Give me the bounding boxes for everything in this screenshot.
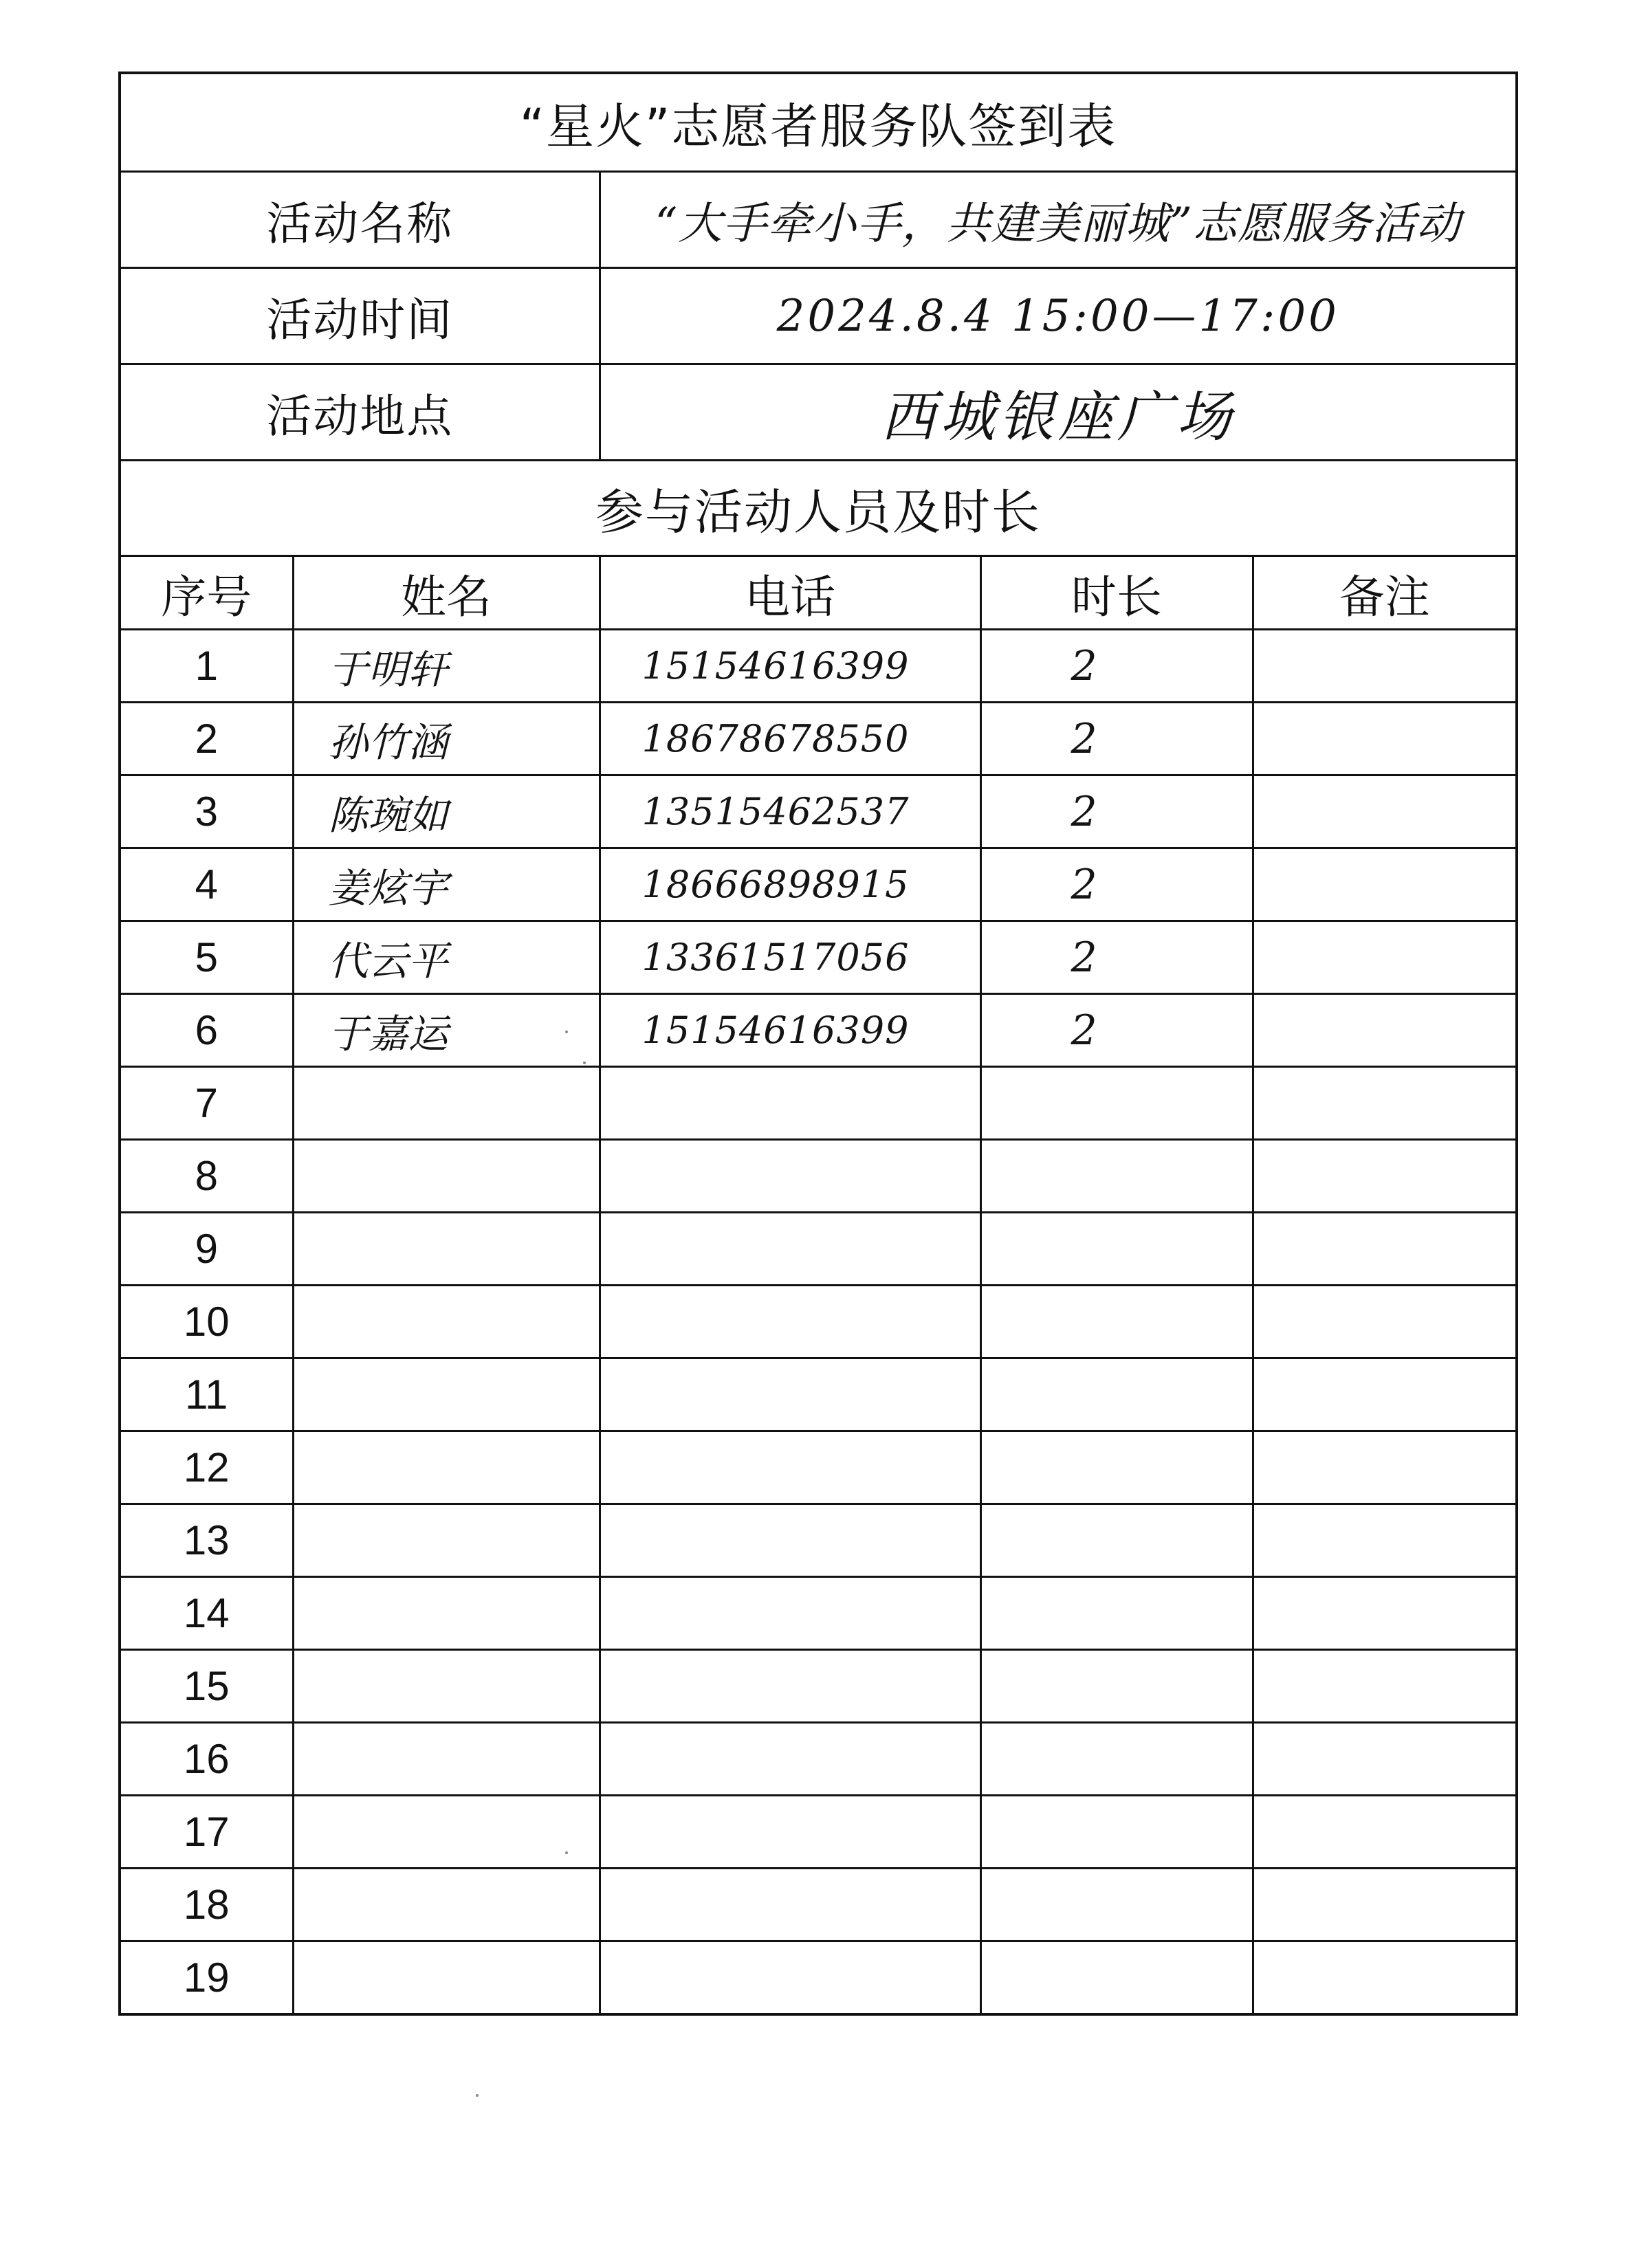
- row-name: 陈琬如: [293, 775, 600, 848]
- row-name: [293, 1796, 600, 1869]
- table-row: [120, 848, 1517, 921]
- row-name: [293, 1067, 600, 1140]
- row-seq: 15: [120, 1650, 293, 1723]
- row-phone: [600, 1650, 980, 1723]
- table-row: [120, 1286, 1517, 1358]
- table-row: [120, 994, 1517, 1067]
- row-remark: [1253, 1067, 1517, 1140]
- row-remark: [1253, 1431, 1517, 1504]
- row-phone: 15154616399: [600, 630, 980, 703]
- row-name: [293, 1941, 600, 2015]
- row-remark: [1253, 1358, 1517, 1431]
- row-name: [293, 1431, 600, 1504]
- row-phone: [600, 1213, 980, 1286]
- row-remark: [1253, 1504, 1517, 1577]
- table-row: [120, 1796, 1517, 1869]
- column-header-remark: 备注: [1253, 556, 1517, 630]
- row-phone: [600, 1941, 980, 2015]
- row-remark: [1253, 921, 1517, 994]
- row-seq: 12: [120, 1431, 293, 1504]
- row-seq: 17: [120, 1796, 293, 1869]
- table-row: [120, 1869, 1517, 1941]
- row-remark: [1253, 1869, 1517, 1941]
- table-row: [120, 1358, 1517, 1431]
- row-remark: [1253, 1577, 1517, 1650]
- column-header-duration: 时长: [980, 556, 1253, 630]
- row-remark: [1253, 1286, 1517, 1358]
- row-name: 代云平: [293, 921, 600, 994]
- row-duration: 2: [980, 921, 1253, 994]
- row-phone: [600, 1431, 980, 1504]
- row-phone: [600, 1869, 980, 1941]
- row-remark: [1253, 1650, 1517, 1723]
- table-row: [120, 775, 1517, 848]
- row-name: [293, 1723, 600, 1796]
- row-duration: [980, 1213, 1253, 1286]
- row-seq: 13: [120, 1504, 293, 1577]
- row-seq: 3: [120, 775, 293, 848]
- row-duration: [980, 1431, 1253, 1504]
- row-phone: 13361517056: [600, 921, 980, 994]
- table-row: [120, 1213, 1517, 1286]
- row-seq: 10: [120, 1286, 293, 1358]
- row-duration: [980, 1577, 1253, 1650]
- activity-time-value: 2024.8.4 15:00—17:00: [600, 268, 1517, 364]
- row-name: 于嘉运: [293, 994, 600, 1067]
- row-remark: [1253, 1723, 1517, 1796]
- row-duration: [980, 1796, 1253, 1869]
- row-phone: [600, 1140, 980, 1213]
- row-phone: [600, 1577, 980, 1650]
- table-row: [120, 1067, 1517, 1140]
- activity-place-value: 西城银座广场: [600, 364, 1517, 461]
- activity-name-label: 活动名称: [120, 172, 600, 268]
- row-duration: [980, 1650, 1253, 1723]
- row-seq: 5: [120, 921, 293, 994]
- row-remark: [1253, 1140, 1517, 1213]
- row-duration: [980, 1067, 1253, 1140]
- row-phone: 18678678550: [600, 703, 980, 775]
- table-row: [120, 630, 1517, 703]
- row-name: 孙竹涵: [293, 703, 600, 775]
- row-duration: [980, 1504, 1253, 1577]
- row-seq: 8: [120, 1140, 293, 1213]
- table-row: [120, 1431, 1517, 1504]
- row-duration: [980, 1358, 1253, 1431]
- row-name: [293, 1358, 600, 1431]
- activity-name-value: “大手牵小手，共建美丽城”志愿服务活动: [600, 172, 1517, 268]
- row-remark: [1253, 848, 1517, 921]
- row-phone: [600, 1067, 980, 1140]
- column-header-seq: 序号: [120, 556, 293, 630]
- row-seq: 4: [120, 848, 293, 921]
- row-seq: 14: [120, 1577, 293, 1650]
- table-row: [120, 1941, 1517, 2015]
- row-name: 姜炫宇: [293, 848, 600, 921]
- row-duration: 2: [980, 703, 1253, 775]
- table-row: [120, 1577, 1517, 1650]
- paper-speck: [565, 1851, 568, 1854]
- row-duration: 2: [980, 848, 1253, 921]
- table-row: [120, 1140, 1517, 1213]
- column-header-phone: 电话: [600, 556, 980, 630]
- activity-place-label: 活动地点: [120, 364, 600, 461]
- table-row: [120, 921, 1517, 994]
- row-duration: [980, 1869, 1253, 1941]
- row-phone: [600, 1358, 980, 1431]
- row-name: [293, 1577, 600, 1650]
- row-duration: [980, 1286, 1253, 1358]
- row-duration: [980, 1941, 1253, 2015]
- row-phone: 15154616399: [600, 994, 980, 1067]
- table-row: [120, 1723, 1517, 1796]
- row-seq: 7: [120, 1067, 293, 1140]
- row-seq: 9: [120, 1213, 293, 1286]
- activity-time-label: 活动时间: [120, 268, 600, 364]
- row-duration: [980, 1723, 1253, 1796]
- row-remark: [1253, 775, 1517, 848]
- row-seq: 6: [120, 994, 293, 1067]
- row-duration: 2: [980, 775, 1253, 848]
- row-remark: [1253, 1796, 1517, 1869]
- row-remark: [1253, 1941, 1517, 2015]
- paper-speck: [476, 2094, 479, 2097]
- row-duration: 2: [980, 630, 1253, 703]
- row-name: [293, 1650, 600, 1723]
- row-phone: 18666898915: [600, 848, 980, 921]
- participants-section-title: 参与活动人员及时长: [120, 461, 1517, 556]
- sheet-title: “星火”志愿者服务队签到表: [120, 73, 1517, 172]
- row-seq: 19: [120, 1941, 293, 2015]
- row-remark: [1253, 1213, 1517, 1286]
- row-name: [293, 1140, 600, 1213]
- row-remark: [1253, 994, 1517, 1067]
- row-phone: [600, 1723, 980, 1796]
- row-name: [293, 1213, 600, 1286]
- row-phone: [600, 1286, 980, 1358]
- row-duration: 2: [980, 994, 1253, 1067]
- row-phone: 13515462537: [600, 775, 980, 848]
- table-row: [120, 1504, 1517, 1577]
- row-phone: [600, 1796, 980, 1869]
- row-duration: [980, 1140, 1253, 1213]
- row-seq: 11: [120, 1358, 293, 1431]
- paper-speck: [565, 1031, 568, 1033]
- row-seq: 18: [120, 1869, 293, 1941]
- sign-in-sheet: [118, 71, 1518, 2016]
- row-name: [293, 1869, 600, 1941]
- row-name: [293, 1504, 600, 1577]
- row-seq: 16: [120, 1723, 293, 1796]
- row-phone: [600, 1504, 980, 1577]
- table-row: [120, 1650, 1517, 1723]
- row-remark: [1253, 630, 1517, 703]
- column-header-name: 姓名: [293, 556, 600, 630]
- table-row: [120, 703, 1517, 775]
- row-seq: 2: [120, 703, 293, 775]
- row-remark: [1253, 703, 1517, 775]
- paper-speck: [583, 1061, 586, 1064]
- row-name: [293, 1286, 600, 1358]
- row-seq: 1: [120, 630, 293, 703]
- row-name: 于明轩: [293, 630, 600, 703]
